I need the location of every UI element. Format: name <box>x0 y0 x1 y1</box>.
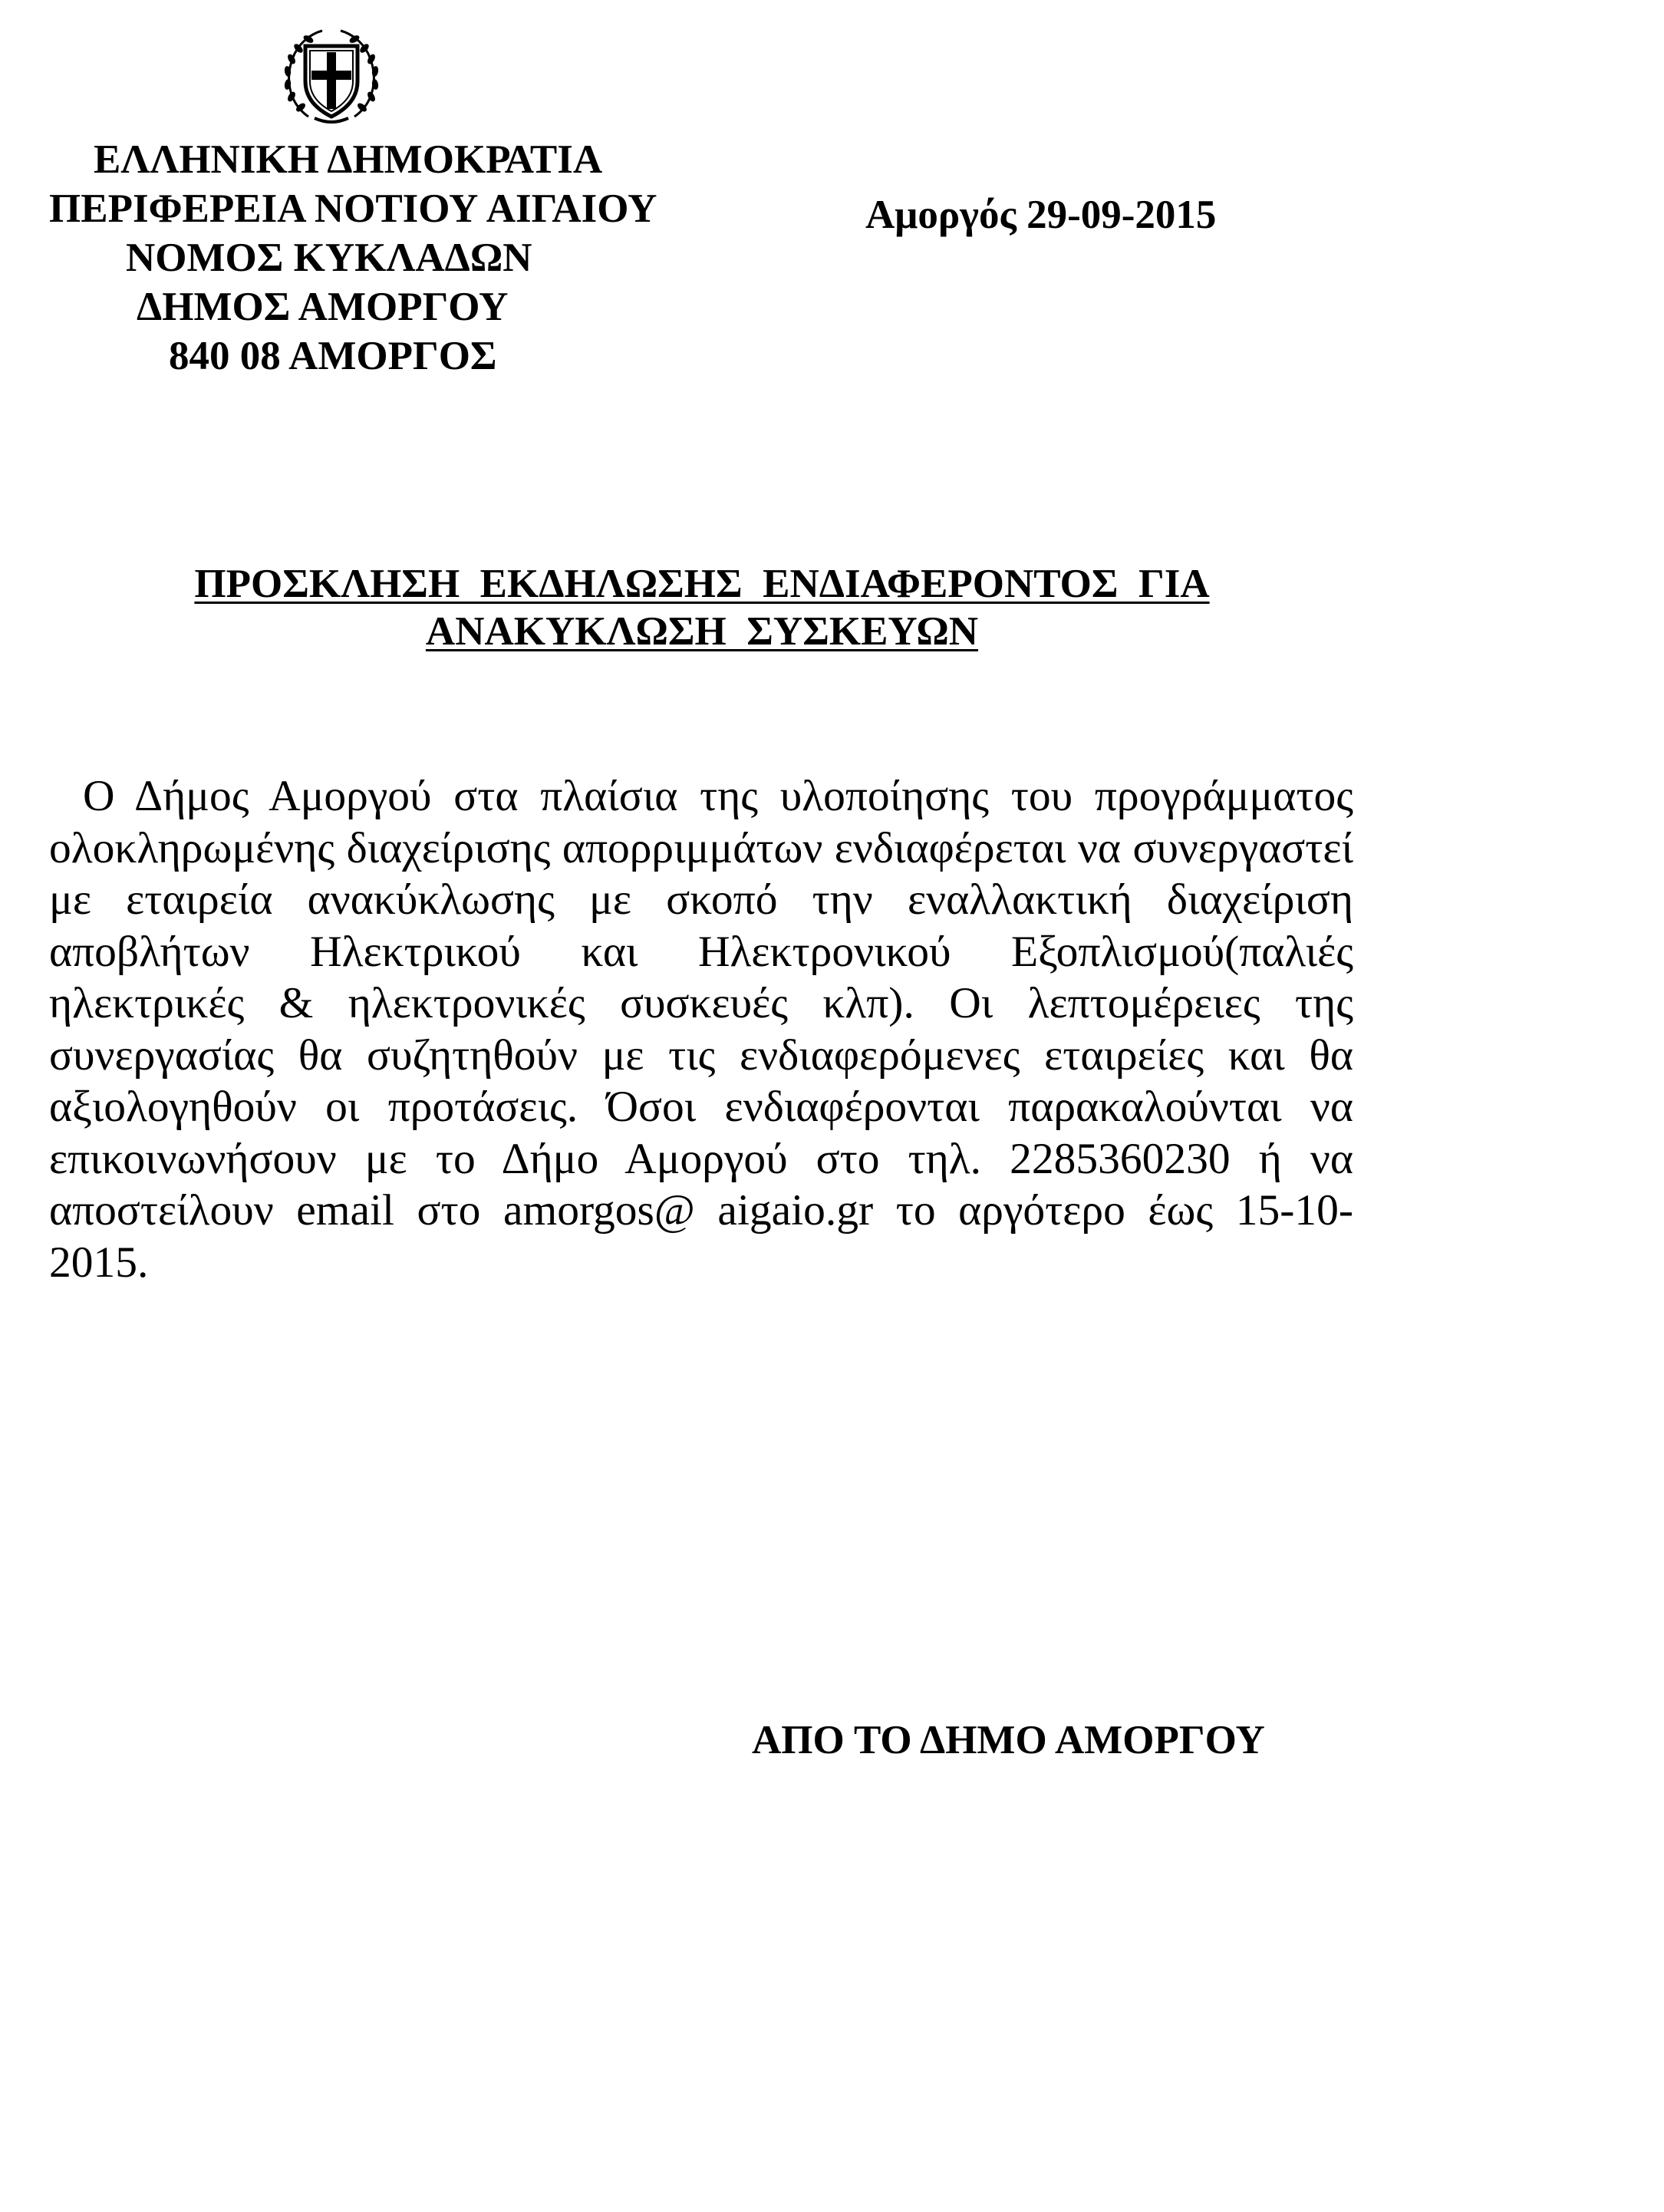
header-municipality: ΔΗΜΟΣ ΑΜΟΡΓΟΥ <box>137 285 509 329</box>
title-line-1: ΠΡΟΣΚΛΗΣΗ ΕΚΔΗΛΩΣΗΣ ΕΝΔΙΑΦΕΡΟΝΤΟΣ ΓΙΑ <box>194 562 1210 606</box>
coat-of-arms-icon <box>278 23 385 130</box>
closing-signature: ΑΠΟ ΤΟ ΔΗΜΟ ΑΜΟΡΓΟΥ <box>752 1718 1265 1762</box>
header-region: ΠΕΡΙΦΕΡΕΙΑ ΝΟΤΙΟΥ ΑΙΓΑΙΟΥ <box>49 186 657 231</box>
title-line-2: ΑΝΑΚΥΚΛΩΣΗ ΣΥΣΚΕΥΩΝ <box>425 609 979 654</box>
document-date: Αμοργός 29-09-2015 <box>865 193 1217 237</box>
body-paragraph-container <box>49 770 1353 1288</box>
body-paragraph: Ο Δήμος Αμοργού στα πλαίσια της υλοποίησης του προγράμματος ολοκληρωμένης διαχείρισης απορριμμάτων ενδιαφέρεται να συνεργαστεί με εταιρεία ανακύκλωσης με σκοπό την εναλλακτική διαχείριση αποβλήτων Ηλεκτρικού και Ηλεκτρονικού Εξοπλισμού(παλιές ηλεκτρικές & ηλεκτρονικές συσκευές κλπ). Οι λεπτομέρειες της συνεργασίας θα συζητηθούν με τις ενδιαφερόμενες εταιρείες και θα αξιολογηθούν οι προτάσεις. Όσοι ενδιαφέρονται παρακαλούνται να επικοινωνήσουν με το Δήμο Αμοργού στο τηλ. 2285360230 ή να αποστείλουν email στο amorgos@ aigaio.gr το αργότερο έως 15-10-2015. <box>49 772 1353 1287</box>
header-postal-address: 840 08 ΑΜΟΡΓΟΣ <box>169 334 497 378</box>
document-title <box>77 560 1327 655</box>
header-prefecture: ΝΟΜΟΣ ΚΥΚΛΑΔΩΝ <box>126 236 532 280</box>
header-country: ΕΛΛΗΝΙΚΗ ΔΗΜΟΚΡΑΤΙΑ <box>94 137 603 182</box>
